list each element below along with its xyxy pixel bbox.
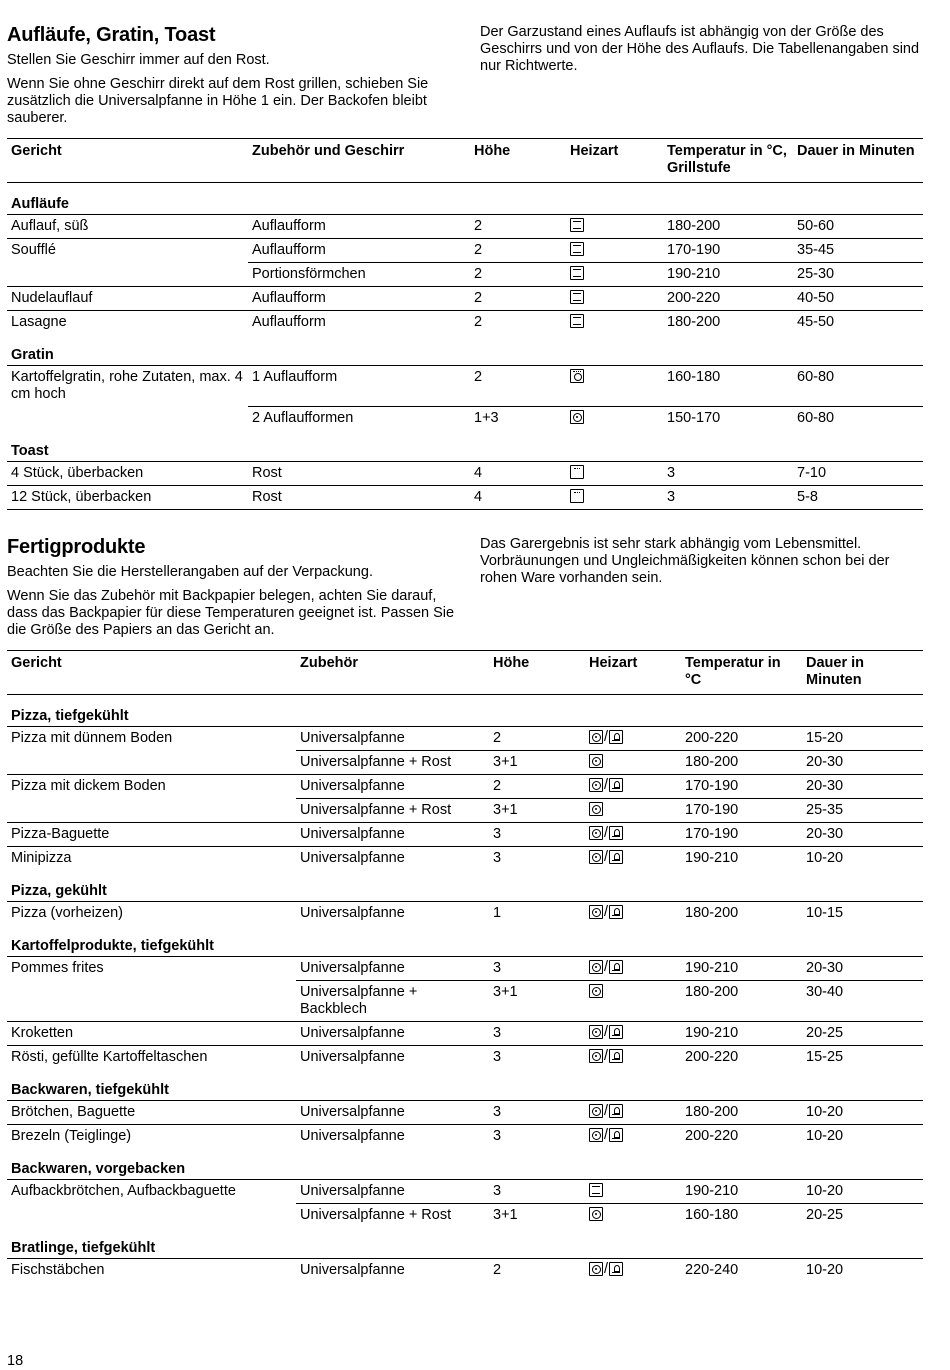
temperature-cell: 190-210 <box>685 1025 739 1041</box>
accessory-cell: Universalpfanne <box>300 826 405 842</box>
separator: / <box>604 1260 609 1277</box>
table-row <box>7 902 923 926</box>
hot-air-icon <box>589 778 603 792</box>
duration-cell: 60-80 <box>793 406 923 430</box>
level-cell: 2 <box>474 290 483 306</box>
heating-mode-cell <box>585 1101 681 1125</box>
heating-mode-cell <box>585 1204 681 1228</box>
duration-cell: 60-80 <box>797 369 835 385</box>
dish-cell: Pizza mit dickem Boden <box>11 778 166 794</box>
level-cell: 3 <box>493 1183 502 1199</box>
hot-air-icon <box>589 1128 603 1142</box>
group-heading: Toast <box>11 442 49 459</box>
dish-cell: Pizza (vorheizen) <box>11 905 124 921</box>
heating-mode-cell <box>566 215 663 239</box>
table-row <box>7 1022 923 1046</box>
dish-cell <box>7 799 296 823</box>
recipe-table-fertigprodukte <box>7 650 923 1282</box>
table-row <box>7 287 923 311</box>
dish-cell: Aufbackbrötchen, Aufbackbaguette <box>11 1183 236 1199</box>
page-number: 18 <box>7 1353 24 1369</box>
separator: / <box>604 728 609 745</box>
table-row <box>7 957 923 981</box>
table-row <box>7 485 923 509</box>
top-bottom-heat-icon <box>570 314 584 328</box>
heating-mode-cell <box>566 485 663 509</box>
pizza-setting-icon <box>609 850 623 864</box>
table-row <box>7 311 923 335</box>
hot-air-icon <box>589 802 603 816</box>
pizza-setting-icon <box>609 826 623 840</box>
accessory-cell: Rost <box>252 464 282 481</box>
table-row <box>7 1125 923 1149</box>
duration-cell: 50-60 <box>797 218 835 234</box>
separator: / <box>604 1047 609 1064</box>
accessory-cell: Universalpfanne <box>300 1262 405 1278</box>
temperature-cell: 180-200 <box>685 905 739 921</box>
heating-mode-cell <box>585 799 681 823</box>
duration-cell: 15-20 <box>806 730 844 746</box>
accessory-cell: Universalpfanne + Backblech <box>296 981 489 1022</box>
dish-cell <box>7 981 296 1022</box>
table-row <box>7 1204 923 1228</box>
table-row <box>7 1101 923 1125</box>
temperature-cell: 180-200 <box>681 981 802 1022</box>
duration-cell: 5-8 <box>797 488 818 505</box>
dish-cell: Kroketten <box>11 1025 74 1041</box>
group-heading: Bratlinge, tiefgekühlt <box>11 1240 156 1256</box>
table-row <box>7 727 923 751</box>
accessory-cell: Universalpfanne + Rost <box>296 751 489 775</box>
accessory-cell: Universalpfanne + Rost <box>296 799 489 823</box>
table-row <box>7 366 923 407</box>
group-heading: Aufläufe <box>11 196 69 212</box>
accessory-cell: Universalpfanne <box>300 1049 405 1065</box>
dish-cell: Soufflé <box>11 242 56 258</box>
temperature-cell: 200-220 <box>685 1049 739 1065</box>
separator: / <box>604 824 609 841</box>
heating-mode-cell <box>585 775 681 799</box>
level-cell: 2 <box>493 778 502 794</box>
pizza-setting-icon <box>609 1104 623 1118</box>
table-row <box>7 1046 923 1070</box>
accessory-cell: Universalpfanne <box>300 730 405 746</box>
duration-cell: 10-15 <box>806 905 844 921</box>
level-cell: 3+1 <box>489 751 585 775</box>
pizza-setting-icon <box>609 730 623 744</box>
dish-cell: Lasagne <box>11 314 67 330</box>
heating-mode-cell <box>585 1125 681 1149</box>
heating-mode-cell <box>566 287 663 311</box>
group-heading: Pizza, tiefgekühlt <box>11 708 129 724</box>
hot-air-icon <box>589 1262 603 1276</box>
group-heading: Gratin <box>11 347 54 363</box>
hot-air-icon <box>589 730 603 744</box>
hot-air-icon <box>589 905 603 919</box>
top-bottom-heat-icon <box>570 290 584 304</box>
temperature-cell: 160-180 <box>667 369 721 385</box>
level-cell: 2 <box>474 314 483 330</box>
table-row <box>7 847 923 871</box>
table-row <box>7 1180 923 1204</box>
heating-mode-cell <box>585 1046 681 1070</box>
level-cell: 3 <box>493 960 502 976</box>
temperature-cell: 220-240 <box>685 1262 739 1278</box>
heating-mode-cell <box>585 847 681 871</box>
group-heading: Backwaren, tiefgekühlt <box>11 1082 169 1098</box>
temperature-cell: 170-190 <box>667 242 721 258</box>
accessory-cell: Universalpfanne <box>300 1025 405 1041</box>
temperature-cell: 200-220 <box>685 1128 739 1144</box>
temperature-cell: 180-200 <box>685 1104 739 1120</box>
table-row <box>7 239 923 263</box>
dish-cell: Minipizza <box>11 850 72 866</box>
heating-mode-cell <box>566 239 663 263</box>
pizza-setting-icon <box>609 778 623 792</box>
heating-mode-cell <box>585 957 681 981</box>
dish-cell: Brötchen, Baguette <box>11 1104 136 1120</box>
group-heading: Backwaren, vorgebacken <box>11 1161 186 1177</box>
heating-mode-cell <box>585 751 681 775</box>
column-header: Höhe <box>493 655 530 671</box>
accessory-cell: 2 Auflaufformen <box>248 406 470 430</box>
table-row <box>7 1259 923 1283</box>
intro-paragraph: Wenn Sie das Zubehör mit Backpapier belegen, achten Sie darauf, dass das Backpapier für diese Temperaturen geeignet ist. Passen Sie die Größe des Papiers an das Gericht an. <box>7 588 455 638</box>
separator: / <box>604 958 609 975</box>
duration-cell: 30-40 <box>802 981 923 1022</box>
pizza-setting-icon <box>609 1262 623 1276</box>
accessory-cell: Portionsförmchen <box>248 263 470 287</box>
hot-air-icon <box>589 1207 603 1221</box>
accessory-cell: Auflaufform <box>252 314 326 330</box>
accessory-cell: Universalpfanne <box>300 960 405 976</box>
column-header: Dauer in Minuten <box>806 655 865 688</box>
column-header: Heizart <box>589 655 638 671</box>
intro-paragraph: Wenn Sie ohne Geschirr direkt auf dem Rost grillen, schieben Sie zusätzlich die Universalpfanne in Höhe 1 ein. Der Backofen bleibt sauberer. <box>7 76 429 126</box>
note-paragraph: Das Garergebnis ist sehr stark abhängig vom Lebensmittel. Vorbräunungen und Ungleichmäßigkeiten können schon bei der rohen Ware vorhanden sein. <box>480 536 890 586</box>
separator: / <box>604 848 609 865</box>
temperature-cell: 190-210 <box>685 850 739 866</box>
level-cell: 3 <box>493 1049 502 1065</box>
temperature-cell: 180-200 <box>667 314 721 330</box>
heating-mode-cell <box>585 727 681 751</box>
level-cell: 1+3 <box>470 406 566 430</box>
dish-cell <box>7 406 248 430</box>
pizza-setting-icon <box>609 960 623 974</box>
hot-air-icon <box>589 826 603 840</box>
level-cell: 2 <box>493 730 502 746</box>
dish-cell: 4 Stück, überbacken <box>11 464 144 481</box>
top-bottom-heat-icon <box>589 1183 603 1197</box>
intro-paragraph: Stellen Sie Geschirr immer auf den Rost. <box>7 52 270 68</box>
temperature-cell: 190-210 <box>685 960 739 976</box>
heating-mode-cell <box>566 311 663 335</box>
duration-cell: 7-10 <box>797 464 827 481</box>
heating-mode-cell <box>566 406 663 430</box>
pizza-setting-icon <box>609 905 623 919</box>
separator: / <box>604 1023 609 1040</box>
top-bottom-heat-icon <box>570 242 584 256</box>
dish-cell: Pizza-Baguette <box>11 826 110 842</box>
group-heading: Kartoffelprodukte, tiefgekühlt <box>11 938 215 954</box>
separator: / <box>604 1126 609 1143</box>
duration-cell: 20-30 <box>806 960 844 976</box>
temperature-cell: 3 <box>667 464 676 481</box>
temperature-cell: 180-200 <box>667 218 721 234</box>
duration-cell: 20-30 <box>802 751 923 775</box>
grill-small-area-icon <box>570 465 584 479</box>
duration-cell: 40-50 <box>797 290 835 306</box>
level-cell: 3 <box>493 1025 502 1041</box>
accessory-cell: Rost <box>252 488 282 505</box>
column-header: Temperatur in °C, Grillstufe <box>667 143 787 176</box>
accessory-cell: Auflaufform <box>252 290 326 306</box>
level-cell: 3 <box>493 1128 502 1144</box>
dish-cell: Pommes frites <box>11 960 104 976</box>
duration-cell: 10-20 <box>806 1128 844 1144</box>
pizza-setting-icon <box>609 1128 623 1142</box>
hot-air-icon <box>589 984 603 998</box>
column-header: Gericht <box>11 655 62 671</box>
level-cell: 4 <box>474 488 483 505</box>
dish-cell <box>7 751 296 775</box>
table-row <box>7 775 923 799</box>
dish-cell: Kartoffelgratin, rohe Zutaten, max. 4 cm hoch <box>11 369 243 402</box>
hot-air-icon <box>589 1025 603 1039</box>
level-cell: 3+1 <box>489 981 585 1022</box>
heating-mode-cell <box>585 823 681 847</box>
level-cell: 2 <box>493 1262 502 1278</box>
table-row <box>7 461 923 485</box>
accessory-cell: Universalpfanne <box>300 1128 405 1144</box>
heating-mode-cell <box>585 1259 681 1283</box>
dish-cell: 12 Stück, überbacken <box>11 488 152 505</box>
temperature-cell: 170-190 <box>685 778 739 794</box>
accessory-cell: Universalpfanne <box>300 1104 405 1120</box>
temperature-cell: 200-220 <box>685 730 739 746</box>
hot-air-icon <box>589 1104 603 1118</box>
heating-mode-cell <box>585 1180 681 1204</box>
dish-cell: Auflauf, süß <box>11 218 89 234</box>
dish-cell <box>7 263 248 287</box>
group-heading: Pizza, gekühlt <box>11 883 107 899</box>
level-cell: 2 <box>474 369 483 385</box>
heating-mode-cell <box>566 366 663 407</box>
duration-cell: 45-50 <box>797 314 835 330</box>
column-header: Zubehör und Geschirr <box>252 143 405 159</box>
temperature-cell: 170-190 <box>681 799 802 823</box>
table-row <box>7 981 923 1022</box>
accessory-cell: Universalpfanne <box>300 905 405 921</box>
column-header: Höhe <box>474 143 511 159</box>
duration-cell: 20-25 <box>806 1025 844 1041</box>
duration-cell: 20-30 <box>806 778 844 794</box>
duration-cell: 10-20 <box>806 1104 844 1120</box>
accessory-cell: Auflaufform <box>252 218 326 234</box>
level-cell: 2 <box>470 263 566 287</box>
level-cell: 3 <box>493 1104 502 1120</box>
level-cell: 2 <box>474 242 483 258</box>
table-row <box>7 263 923 287</box>
dish-cell: Brezeln (Teiglinge) <box>11 1128 132 1144</box>
heating-mode-cell <box>585 902 681 926</box>
accessory-cell: Universalpfanne <box>300 850 405 866</box>
dish-cell: Rösti, gefüllte Kartoffeltaschen <box>11 1049 208 1065</box>
temperature-cell: 180-200 <box>681 751 802 775</box>
temperature-cell: 150-170 <box>663 406 793 430</box>
duration-cell: 25-30 <box>793 263 923 287</box>
pizza-setting-icon <box>609 1049 623 1063</box>
duration-cell: 10-20 <box>806 1183 844 1199</box>
table-row <box>7 799 923 823</box>
table-row <box>7 215 923 239</box>
table-row <box>7 406 923 430</box>
hot-air-grill-icon <box>570 369 584 383</box>
table-row <box>7 751 923 775</box>
duration-cell: 10-20 <box>806 850 844 866</box>
accessory-cell: 1 Auflaufform <box>252 369 338 385</box>
temperature-cell: 3 <box>667 488 676 505</box>
section-title-auflaeufe: Aufläufe, Gratin, Toast <box>7 24 216 46</box>
top-bottom-heat-icon <box>570 266 584 280</box>
heating-mode-cell <box>566 263 663 287</box>
hot-air-icon <box>589 1049 603 1063</box>
temperature-cell: 160-180 <box>681 1204 802 1228</box>
separator: / <box>604 776 609 793</box>
duration-cell: 35-45 <box>797 242 835 258</box>
temperature-cell: 190-210 <box>685 1183 739 1199</box>
duration-cell: 10-20 <box>806 1262 844 1278</box>
table-row <box>7 823 923 847</box>
accessory-cell: Universalpfanne <box>300 778 405 794</box>
level-cell: 3+1 <box>489 799 585 823</box>
grill-large-area-icon <box>570 489 584 503</box>
hot-air-icon <box>589 960 603 974</box>
temperature-cell: 190-210 <box>663 263 793 287</box>
heating-mode-cell <box>585 1022 681 1046</box>
accessory-cell: Auflaufform <box>252 242 326 258</box>
hot-air-icon <box>589 754 603 768</box>
dish-cell: Nudelauflauf <box>11 290 93 306</box>
column-header: Zubehör <box>300 655 358 671</box>
duration-cell: 20-30 <box>806 826 844 842</box>
separator: / <box>604 903 609 920</box>
pizza-setting-icon <box>609 1025 623 1039</box>
column-header: Dauer in Minuten <box>797 143 915 159</box>
level-cell: 3 <box>493 826 502 842</box>
accessory-cell: Universalpfanne + Rost <box>296 1204 489 1228</box>
heating-mode-cell <box>585 981 681 1022</box>
duration-cell: 20-25 <box>802 1204 923 1228</box>
temperature-cell: 200-220 <box>667 290 721 306</box>
dish-cell: Fischstäbchen <box>11 1262 105 1278</box>
column-header: Temperatur in °C <box>685 655 781 688</box>
level-cell: 2 <box>474 218 483 234</box>
level-cell: 3 <box>493 850 502 866</box>
top-bottom-heat-icon <box>570 218 584 232</box>
hot-air-icon <box>589 850 603 864</box>
separator: / <box>604 1102 609 1119</box>
level-cell: 1 <box>493 905 502 921</box>
duration-cell: 15-25 <box>806 1049 844 1065</box>
recipe-table-auflaeufe <box>7 138 923 510</box>
accessory-cell: Universalpfanne <box>300 1183 405 1199</box>
dish-cell: Pizza mit dünnem Boden <box>11 730 173 746</box>
heating-mode-cell <box>566 461 663 485</box>
dish-cell <box>7 1204 296 1228</box>
note-paragraph: Der Garzustand eines Auflaufs ist abhängig von der Größe des Geschirrs und von der Höhe des Auflaufs. Die Tabellenangaben sind nur Richtwerte. <box>480 24 920 74</box>
column-header: Heizart <box>570 143 619 159</box>
column-header: Gericht <box>11 143 62 159</box>
intro-paragraph: Beachten Sie die Herstellerangaben auf der Verpackung. <box>7 564 373 580</box>
section-title-fertigprodukte: Fertigprodukte <box>7 536 146 558</box>
level-cell: 3+1 <box>489 1204 585 1228</box>
hot-air-icon <box>570 410 584 424</box>
level-cell: 4 <box>474 464 483 481</box>
temperature-cell: 170-190 <box>685 826 739 842</box>
duration-cell: 25-35 <box>802 799 923 823</box>
